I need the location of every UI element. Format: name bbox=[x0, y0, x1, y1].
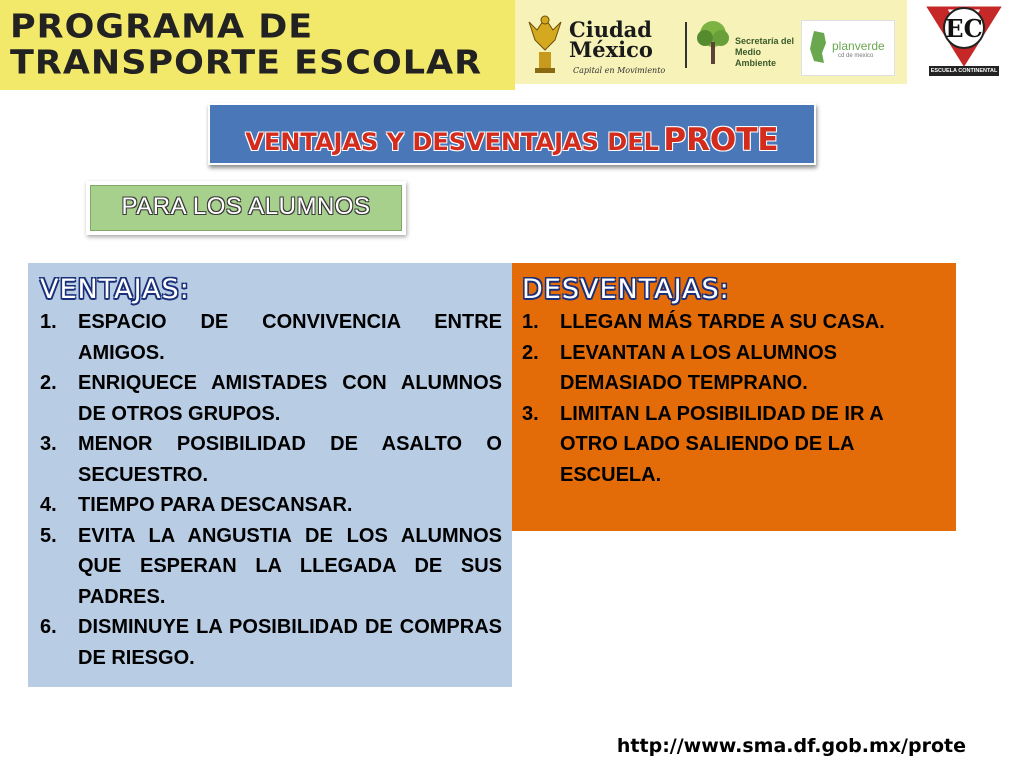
ventajas-panel bbox=[28, 263, 512, 687]
map-icon bbox=[808, 29, 828, 65]
ec-caption: ESCUELA CONTINENTAL bbox=[930, 68, 998, 74]
planverde-logo bbox=[801, 20, 895, 76]
main-heading bbox=[208, 103, 816, 165]
planverde-text: planverde bbox=[832, 39, 885, 53]
list-item: 5. EVITA LA ANGUSTIA DE LOS ALUMNOS QUE ESPERAN LA LLEGADA DE SUS PADRES. bbox=[40, 524, 502, 608]
list-item: 2. LEVANTAN A LOS ALUMNOS DEMASIADO TEMPRANO. bbox=[522, 341, 838, 394]
logo-divider bbox=[685, 22, 687, 68]
list-item: 1. LLEGAN MÁS TARDE A SU CASA. bbox=[522, 311, 885, 333]
list-item: 6. DISMINUYE LA POSIBILIDAD DE COMPRAS DE RIESGO. bbox=[40, 616, 502, 669]
cdmx-tagline: Capital en Movimiento bbox=[573, 66, 666, 75]
partner-logos bbox=[515, 0, 907, 84]
desventajas-list bbox=[522, 307, 942, 490]
program-title-line1: PROGRAMA DE bbox=[10, 8, 314, 47]
list-item: 3. LIMITAN LA POSIBILIDAD DE IR A OTRO LADO SALIENDO DE LA ESCUELA. bbox=[522, 402, 883, 486]
main-heading-prote: PROTE bbox=[663, 122, 779, 158]
ventajas-list bbox=[40, 307, 502, 673]
sub-heading bbox=[86, 181, 406, 235]
list-item: 3. MENOR POSIBILIDAD DE ASALTO O SECUESTRO. bbox=[40, 433, 502, 486]
main-heading-text: VENTAJAS Y DESVENTAJAS DEL bbox=[245, 128, 659, 156]
program-title-banner bbox=[0, 0, 515, 90]
list-item: 1. ESPACIO DE CONVIVENCIA ENTRE AMIGOS. bbox=[40, 311, 502, 364]
sub-heading-text: PARA LOS ALUMNOS bbox=[90, 185, 402, 231]
planverde-sub: cd de mexico bbox=[838, 53, 874, 59]
ventajas-title: VENTAJAS: bbox=[40, 274, 190, 305]
desventajas-title: DESVENTAJAS: bbox=[522, 274, 730, 305]
source-url[interactable]: http://www.sma.df.gob.mx/prote bbox=[616, 735, 966, 757]
desventajas-panel bbox=[512, 263, 956, 531]
ciudad-mexico-logo bbox=[523, 10, 675, 80]
list-item: 2. ENRIQUECE AMISTADES CON ALUMNOS DE OTROS GRUPOS. bbox=[40, 372, 502, 425]
escuela-continental-logo bbox=[925, 4, 1003, 78]
cdmx-name: Ciudad México bbox=[569, 17, 653, 62]
sma-logo bbox=[693, 18, 803, 74]
angel-independencia-icon bbox=[525, 12, 565, 74]
svg-text:EC: EC bbox=[945, 14, 983, 43]
list-item: 4. TIEMPO PARA DESCANSAR. bbox=[40, 494, 353, 516]
tree-icon bbox=[693, 18, 733, 68]
ec-shield-icon bbox=[925, 4, 1003, 66]
program-title-line2: TRANSPORTE ESCOLAR bbox=[10, 44, 483, 83]
sma-text: Secretaría del Medio Ambiente bbox=[735, 36, 795, 68]
